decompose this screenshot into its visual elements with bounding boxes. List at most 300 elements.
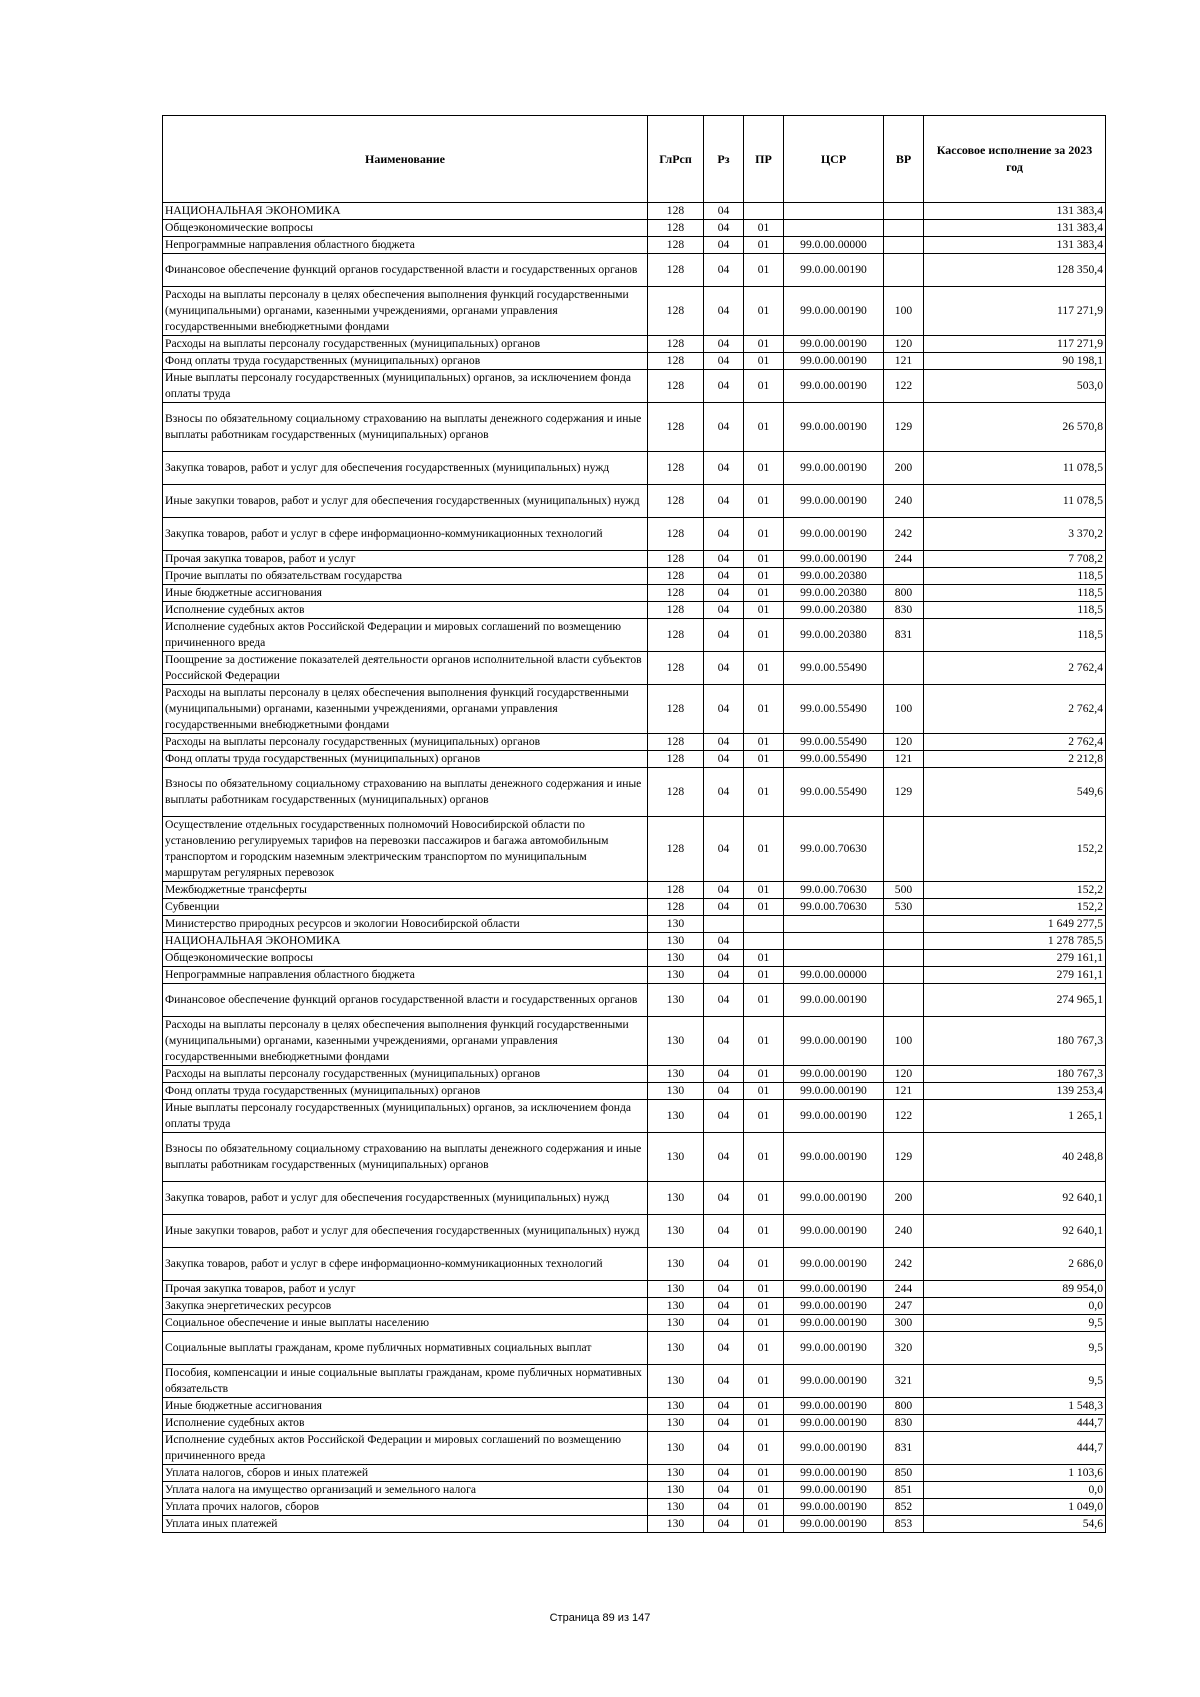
cell-glrsp: 130 [648,1017,704,1066]
cell-vr: 300 [884,1315,924,1332]
cell-pr [744,933,784,950]
cell-vr [884,984,924,1017]
cell-csr: 99.0.00.00190 [784,1017,884,1066]
cell-rz: 04 [704,652,744,685]
cell-vr [884,933,924,950]
cell-amount: 1 278 785,5 [924,933,1106,950]
cell-name: Исполнение судебных актов Российской Федерации и мировых соглашений по возмещению причиненного вреда [163,1432,648,1465]
cell-vr: 120 [884,734,924,751]
cell-name: Расходы на выплаты персоналу в целях обеспечения выполнения функций государственными (муниципальными) органами, казенными учреждениями, органами управления государственными внебюджетными фондами [163,685,648,734]
cell-pr: 01 [744,1332,784,1365]
cell-amount: 503,0 [924,370,1106,403]
cell-vr [884,220,924,237]
cell-rz: 04 [704,967,744,984]
table-row [163,1133,1106,1182]
cell-glrsp: 130 [648,1248,704,1281]
cell-pr: 01 [744,1133,784,1182]
cell-rz: 04 [704,1017,744,1066]
cell-pr: 01 [744,1415,784,1432]
cell-vr: 830 [884,602,924,619]
table-row [163,336,1106,353]
table-row [163,353,1106,370]
table-row [163,1332,1106,1365]
cell-glrsp: 128 [648,287,704,336]
cell-csr [784,916,884,933]
cell-vr: 853 [884,1516,924,1533]
cell-pr: 01 [744,950,784,967]
cell-rz: 04 [704,1100,744,1133]
cell-rz: 04 [704,1083,744,1100]
cell-csr: 99.0.00.00190 [784,1516,884,1533]
table-header-row [163,116,1106,203]
cell-glrsp: 130 [648,1499,704,1516]
cell-name: Пособия, компенсации и иные социальные выплаты гражданам, кроме публичных нормативных обязательств [163,1365,648,1398]
cell-pr: 01 [744,287,784,336]
cell-pr: 01 [744,551,784,568]
cell-csr: 99.0.00.20380 [784,585,884,602]
cell-name: Взносы по обязательному социальному страхованию на выплаты денежного содержания и иные выплаты работникам государственных (муниципальных) органов [163,403,648,452]
cell-glrsp: 130 [648,1100,704,1133]
cell-csr: 99.0.00.00190 [784,336,884,353]
cell-csr: 99.0.00.00190 [784,452,884,485]
cell-amount: 2 212,8 [924,751,1106,768]
cell-pr: 01 [744,619,784,652]
cell-glrsp: 130 [648,1332,704,1365]
header-pr: ПР [744,116,784,203]
cell-amount: 279 161,1 [924,950,1106,967]
cell-rz: 04 [704,984,744,1017]
cell-glrsp: 128 [648,768,704,817]
cell-amount: 152,2 [924,882,1106,899]
cell-pr: 01 [744,370,784,403]
cell-amount: 0,0 [924,1298,1106,1315]
cell-vr [884,916,924,933]
cell-vr: 200 [884,1182,924,1215]
cell-csr: 99.0.00.00190 [784,1332,884,1365]
cell-pr: 01 [744,1499,784,1516]
cell-glrsp: 130 [648,1066,704,1083]
cell-pr: 01 [744,568,784,585]
cell-glrsp: 128 [648,203,704,220]
cell-amount: 139 253,4 [924,1083,1106,1100]
cell-vr [884,568,924,585]
table-row [163,370,1106,403]
cell-glrsp: 128 [648,817,704,882]
cell-glrsp: 128 [648,751,704,768]
cell-amount: 549,6 [924,768,1106,817]
cell-amount: 128 350,4 [924,254,1106,287]
cell-rz: 04 [704,1182,744,1215]
cell-csr: 99.0.00.00190 [784,254,884,287]
cell-amount: 0,0 [924,1482,1106,1499]
cell-glrsp: 128 [648,899,704,916]
cell-pr: 01 [744,353,784,370]
cell-pr: 01 [744,984,784,1017]
cell-name: Расходы на выплаты персоналу в целях обеспечения выполнения функций государственными (муниципальными) органами, казенными учреждениями, органами управления государственными внебюджетными фондами [163,1017,648,1066]
table-row [163,1182,1106,1215]
cell-pr: 01 [744,1083,784,1100]
cell-rz: 04 [704,518,744,551]
cell-csr: 99.0.00.00190 [784,1100,884,1133]
cell-pr: 01 [744,237,784,254]
cell-amount: 1 548,3 [924,1398,1106,1415]
cell-vr: 800 [884,1398,924,1415]
cell-rz: 04 [704,203,744,220]
cell-name: Осуществление отдельных государственных полномочий Новосибирской области по установлению регулируемых тарифов на перевозки пассажиров и багажа автомобильным транспортом и городским наземным электрическим транспортом по муниципальным маршрутам регулярных перевозок [163,817,648,882]
cell-vr [884,950,924,967]
cell-rz: 04 [704,1516,744,1533]
cell-csr: 99.0.00.00190 [784,518,884,551]
cell-csr: 99.0.00.00190 [784,1182,884,1215]
cell-rz: 04 [704,403,744,452]
cell-rz: 04 [704,1415,744,1432]
cell-rz: 04 [704,452,744,485]
cell-amount: 118,5 [924,585,1106,602]
budget-table [162,115,1106,1533]
cell-amount: 2 762,4 [924,685,1106,734]
cell-pr: 01 [744,1516,784,1533]
header-name: Наименование [163,116,648,203]
cell-rz: 04 [704,287,744,336]
cell-glrsp: 128 [648,518,704,551]
cell-rz: 04 [704,685,744,734]
cell-vr: 530 [884,899,924,916]
cell-rz: 04 [704,353,744,370]
cell-pr: 01 [744,685,784,734]
header-csr: ЦСР [784,116,884,203]
cell-amount: 180 767,3 [924,1017,1106,1066]
cell-amount: 152,2 [924,899,1106,916]
cell-csr: 99.0.00.00190 [784,984,884,1017]
cell-amount: 118,5 [924,602,1106,619]
cell-glrsp: 130 [648,1516,704,1533]
cell-name: Межбюджетные трансферты [163,882,648,899]
cell-vr: 242 [884,1248,924,1281]
cell-vr: 851 [884,1482,924,1499]
cell-rz: 04 [704,950,744,967]
cell-name: Прочие выплаты по обязательствам государства [163,568,648,585]
table-row [163,518,1106,551]
cell-glrsp: 130 [648,1281,704,1298]
cell-rz: 04 [704,1281,744,1298]
cell-amount: 9,5 [924,1332,1106,1365]
cell-glrsp: 128 [648,585,704,602]
cell-name: Социальные выплаты гражданам, кроме публичных нормативных социальных выплат [163,1332,648,1365]
table-row [163,967,1106,984]
table-row [163,899,1106,916]
cell-rz: 04 [704,768,744,817]
cell-csr: 99.0.00.70630 [784,817,884,882]
table-row [163,685,1106,734]
cell-glrsp: 130 [648,1083,704,1100]
cell-amount: 117 271,9 [924,336,1106,353]
table-row [163,817,1106,882]
table-row [163,1499,1106,1516]
cell-vr: 129 [884,1133,924,1182]
table-row [163,1365,1106,1398]
cell-csr: 99.0.00.00000 [784,237,884,254]
table-body [163,203,1106,1533]
cell-name: Общеэкономические вопросы [163,220,648,237]
table-row [163,551,1106,568]
cell-vr: 320 [884,1332,924,1365]
cell-pr: 01 [744,1465,784,1482]
cell-rz: 04 [704,370,744,403]
table-row [163,403,1106,452]
cell-rz: 04 [704,254,744,287]
table-row [163,1248,1106,1281]
cell-vr [884,652,924,685]
cell-name: Субвенции [163,899,648,916]
cell-rz: 04 [704,817,744,882]
cell-glrsp: 128 [648,452,704,485]
cell-csr: 99.0.00.70630 [784,899,884,916]
cell-rz: 04 [704,1398,744,1415]
cell-csr: 99.0.00.55490 [784,685,884,734]
cell-name: Расходы на выплаты персоналу государственных (муниципальных) органов [163,1066,648,1083]
cell-name: НАЦИОНАЛЬНАЯ ЭКОНОМИКА [163,933,648,950]
cell-vr: 831 [884,1432,924,1465]
cell-amount: 3 370,2 [924,518,1106,551]
cell-rz: 04 [704,237,744,254]
table-row [163,220,1106,237]
cell-pr: 01 [744,734,784,751]
cell-vr: 200 [884,452,924,485]
cell-csr: 99.0.00.00190 [784,485,884,518]
cell-glrsp: 130 [648,916,704,933]
cell-glrsp: 130 [648,1298,704,1315]
cell-rz: 04 [704,1066,744,1083]
cell-rz [704,916,744,933]
table-row [163,984,1106,1017]
table-row [163,882,1106,899]
cell-pr: 01 [744,882,784,899]
cell-amount: 118,5 [924,568,1106,585]
cell-csr: 99.0.00.00190 [784,1133,884,1182]
cell-csr: 99.0.00.00190 [784,1281,884,1298]
cell-name: Закупка товаров, работ и услуг для обеспечения государственных (муниципальных) нужд [163,1182,648,1215]
cell-csr [784,220,884,237]
cell-rz: 04 [704,1365,744,1398]
cell-csr: 99.0.00.55490 [784,751,884,768]
table-row [163,452,1106,485]
table-row [163,1315,1106,1332]
cell-name: Исполнение судебных актов [163,1415,648,1432]
cell-amount: 444,7 [924,1432,1106,1465]
cell-name: Взносы по обязательному социальному страхованию на выплаты денежного содержания и иные выплаты работникам государственных (муниципальных) органов [163,768,648,817]
cell-vr [884,203,924,220]
cell-vr: 321 [884,1365,924,1398]
cell-amount: 11 078,5 [924,485,1106,518]
header-vr: ВР [884,116,924,203]
cell-rz: 04 [704,602,744,619]
cell-vr: 852 [884,1499,924,1516]
cell-amount: 1 649 277,5 [924,916,1106,933]
cell-vr: 100 [884,1017,924,1066]
cell-rz: 04 [704,1133,744,1182]
cell-pr: 01 [744,602,784,619]
cell-csr: 99.0.00.00190 [784,1415,884,1432]
cell-vr: 122 [884,1100,924,1133]
cell-csr: 99.0.00.00190 [784,1066,884,1083]
cell-name: Социальное обеспечение и иные выплаты населению [163,1315,648,1332]
cell-vr: 244 [884,551,924,568]
cell-pr: 01 [744,652,784,685]
cell-amount: 1 103,6 [924,1465,1106,1482]
cell-amount: 131 383,4 [924,203,1106,220]
cell-glrsp: 128 [648,602,704,619]
cell-vr: 122 [884,370,924,403]
cell-pr: 01 [744,1315,784,1332]
table-row [163,768,1106,817]
cell-pr: 01 [744,452,784,485]
table-row [163,734,1106,751]
cell-amount: 9,5 [924,1365,1106,1398]
cell-glrsp: 128 [648,882,704,899]
cell-rz: 04 [704,734,744,751]
cell-name: Уплата иных платежей [163,1516,648,1533]
cell-rz: 04 [704,882,744,899]
cell-name: Непрограммные направления областного бюджета [163,237,648,254]
cell-amount: 274 965,1 [924,984,1106,1017]
cell-name: Закупка товаров, работ и услуг в сфере информационно-коммуникационных технологий [163,518,648,551]
cell-amount: 131 383,4 [924,220,1106,237]
cell-vr [884,237,924,254]
cell-pr: 01 [744,1298,784,1315]
cell-csr: 99.0.00.20380 [784,602,884,619]
cell-rz: 04 [704,220,744,237]
cell-name: Уплата прочих налогов, сборов [163,1499,648,1516]
cell-glrsp: 130 [648,984,704,1017]
header-glrsp: ГлРсп [648,116,704,203]
cell-name: Расходы на выплаты персоналу государственных (муниципальных) органов [163,336,648,353]
cell-glrsp: 130 [648,933,704,950]
table-row [163,485,1106,518]
cell-vr: 244 [884,1281,924,1298]
cell-name: Расходы на выплаты персоналу в целях обеспечения выполнения функций государственными (муниципальными) органами, казенными учреждениями, органами управления государственными внебюджетными фондами [163,287,648,336]
cell-vr: 830 [884,1415,924,1432]
cell-glrsp: 128 [648,237,704,254]
cell-vr: 100 [884,287,924,336]
table-row [163,1482,1106,1499]
cell-name: Закупка товаров, работ и услуг в сфере информационно-коммуникационных технологий [163,1248,648,1281]
cell-csr: 99.0.00.55490 [784,652,884,685]
cell-csr [784,950,884,967]
cell-name: Фонд оплаты труда государственных (муниципальных) органов [163,353,648,370]
cell-amount: 89 954,0 [924,1281,1106,1298]
cell-glrsp: 128 [648,652,704,685]
cell-vr: 129 [884,403,924,452]
table-row [163,1215,1106,1248]
cell-csr: 99.0.00.55490 [784,768,884,817]
cell-csr: 99.0.00.00190 [784,551,884,568]
cell-glrsp: 128 [648,403,704,452]
cell-pr: 01 [744,817,784,882]
cell-glrsp: 130 [648,967,704,984]
cell-glrsp: 128 [648,734,704,751]
table-row [163,287,1106,336]
cell-name: Исполнение судебных актов [163,602,648,619]
cell-amount: 1 265,1 [924,1100,1106,1133]
cell-vr [884,254,924,287]
cell-pr: 01 [744,1017,784,1066]
cell-pr: 01 [744,768,784,817]
table-row [163,1432,1106,1465]
cell-rz: 04 [704,899,744,916]
cell-pr: 01 [744,254,784,287]
table-row [163,1415,1106,1432]
cell-csr: 99.0.00.00190 [784,353,884,370]
cell-rz: 04 [704,1215,744,1248]
cell-name: Расходы на выплаты персоналу государственных (муниципальных) органов [163,734,648,751]
table-row [163,1083,1106,1100]
table-row [163,1066,1106,1083]
cell-amount: 7 708,2 [924,551,1106,568]
cell-vr [884,967,924,984]
cell-name: Непрограммные направления областного бюджета [163,967,648,984]
cell-amount: 92 640,1 [924,1182,1106,1215]
table-row [163,1516,1106,1533]
cell-pr: 01 [744,1432,784,1465]
cell-pr: 01 [744,1066,784,1083]
cell-amount: 279 161,1 [924,967,1106,984]
table-row [163,751,1106,768]
cell-vr: 240 [884,485,924,518]
cell-vr: 831 [884,619,924,652]
cell-glrsp: 128 [648,568,704,585]
table-row [163,619,1106,652]
cell-name: Финансовое обеспечение функций органов государственной власти и государственных органов [163,984,648,1017]
cell-glrsp: 130 [648,1133,704,1182]
cell-vr: 121 [884,1083,924,1100]
cell-pr: 01 [744,518,784,551]
cell-amount: 117 271,9 [924,287,1106,336]
cell-vr: 850 [884,1465,924,1482]
cell-name: Министерство природных ресурсов и экологии Новосибирской области [163,916,648,933]
cell-glrsp: 130 [648,1315,704,1332]
cell-glrsp: 130 [648,1482,704,1499]
cell-amount: 1 049,0 [924,1499,1106,1516]
cell-rz: 04 [704,568,744,585]
cell-pr [744,203,784,220]
cell-vr: 100 [884,685,924,734]
cell-csr: 99.0.00.00190 [784,1248,884,1281]
header-rz: Рз [704,116,744,203]
cell-rz: 04 [704,933,744,950]
cell-vr [884,817,924,882]
cell-name: Иные бюджетные ассигнования [163,585,648,602]
cell-pr: 01 [744,1365,784,1398]
cell-rz: 04 [704,1298,744,1315]
table-row [163,237,1106,254]
cell-rz: 04 [704,551,744,568]
cell-amount: 2 762,4 [924,734,1106,751]
cell-rz: 04 [704,1499,744,1516]
cell-glrsp: 128 [648,254,704,287]
cell-csr: 99.0.00.00190 [784,1215,884,1248]
cell-amount: 54,6 [924,1516,1106,1533]
cell-amount: 90 198,1 [924,353,1106,370]
cell-pr: 01 [744,967,784,984]
cell-csr [784,933,884,950]
cell-rz: 04 [704,585,744,602]
cell-csr: 99.0.00.00190 [784,403,884,452]
cell-rz: 04 [704,336,744,353]
cell-vr: 500 [884,882,924,899]
cell-glrsp: 130 [648,1215,704,1248]
cell-csr: 99.0.00.00190 [784,1482,884,1499]
table-row [163,1398,1106,1415]
